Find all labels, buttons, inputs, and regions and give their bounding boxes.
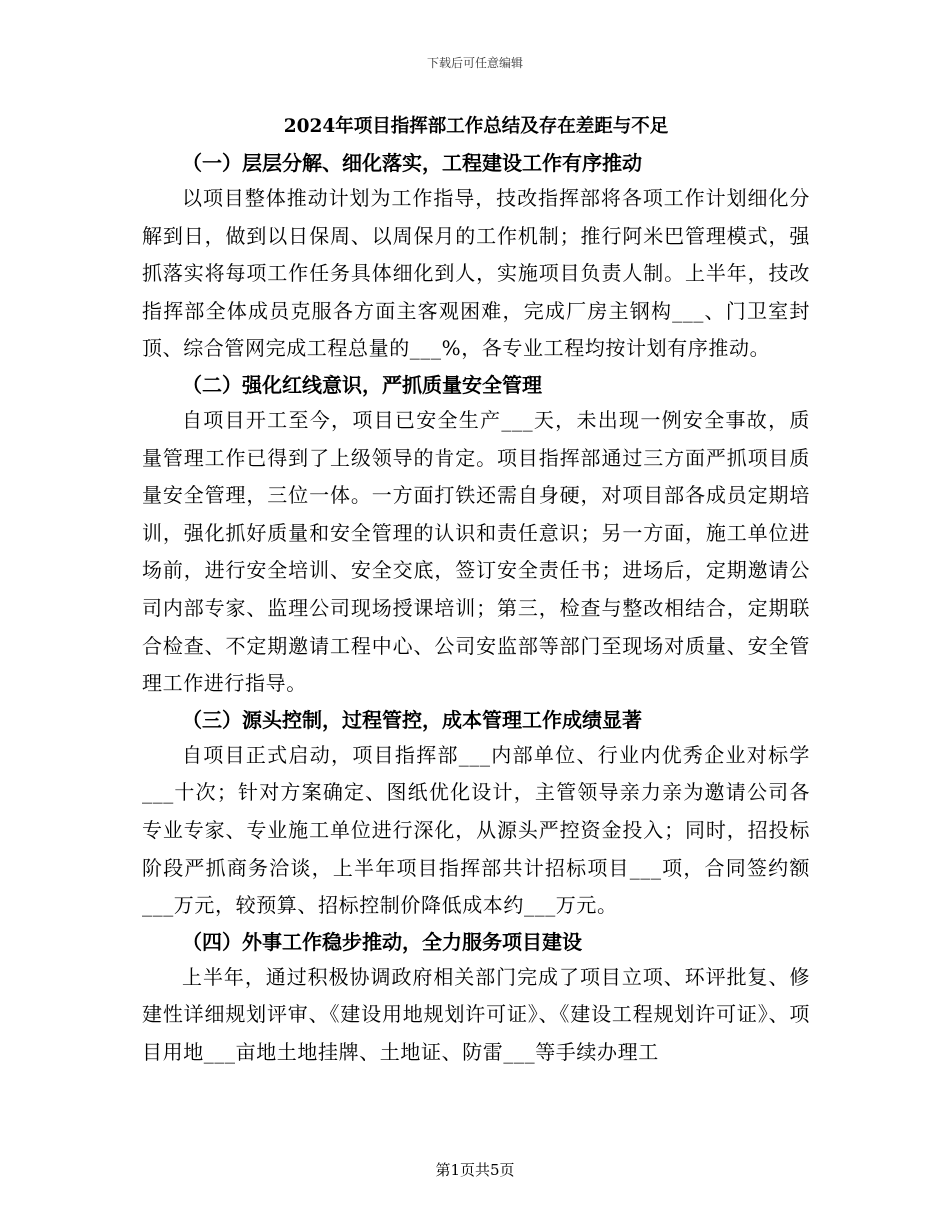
section-paragraph: 自项目开工至今，项目已安全生产___天，未出现一例安全事故，质量管理工作已得到了上级领导的肯定。项目指挥部通过三方面严抓项目质量安全管理，三位一体。一方面打铁还需自身硬，对项目部各成员定期培训，强化抓好质量和安全管理的认识和责任意识；另一方面，施工单位进场前，进行安全培训、安全交底，签订安全责任书；进场后，定期邀请公司内部专家、监理公司现场授课培训；第三，检查与整改相结合，定期联合检查、不定期邀请工程中心、公司安监部等部门至现场对质量、安全管理工作进行指导。 [142,407,810,696]
section-paragraph: 上半年，通过积极协调政府相关部门完成了项目立项、环评批复、修建性详细规划评审、《建设用地规划许可证》、《建设工程规划许可证》、项目用地___亩地土地挂牌、土地证、防雷___等手续办理工 [142,964,810,1064]
section-heading: （二）强化红线意识，严抓质量安全管理 [182,372,542,397]
document-body [142,114,810,1071]
section-paragraph: 自项目正式启动，项目指挥部___内部单位、行业内优秀企业对标学___十次；针对方案确定、图纸优化设计，主管领导亲力亲为邀请公司各专业专家、专业施工单位进行深化，从源头严控资金投入；同时，招投标阶段严抓商务洽谈，上半年项目指挥部共计招标项目___项，合同签约额___万元，较预算、招标控制价降低成本约___万元。 [142,742,810,918]
section-paragraph: 以项目整体推动计划为工作指导，技改指挥部将各项工作计划细化分解到日，做到以日保周、以周保月的工作机制；推行阿米巴管理模式，强抓落实将每项工作任务具体细化到人，实施项目负责人制。上半年，技改指挥部全体成员克服各方面主客观困难，完成厂房主钢构___、门卫室封顶、综合管网完成工程总量的___%，各专业工程均按计划有序推动。 [142,186,810,361]
section-heading: （一）层层分解、细化落实，工程建设工作有序推动 [182,151,642,175]
section-2 [142,368,810,703]
page-number: 第1页共5页 [435,1161,515,1179]
section-3 [142,703,810,925]
document-title: 2024年项目指挥部工作总结及存在差距与不足 [283,116,669,137]
section-4 [142,925,810,1072]
download-note: 下载后可任意编辑 [426,56,523,70]
section-heading: （四）外事工作稳步推动，全力服务项目建设 [182,929,582,954]
section-1 [142,146,810,368]
section-heading: （三）源头控制，过程管控，成本管理工作成绩显著 [182,707,642,732]
